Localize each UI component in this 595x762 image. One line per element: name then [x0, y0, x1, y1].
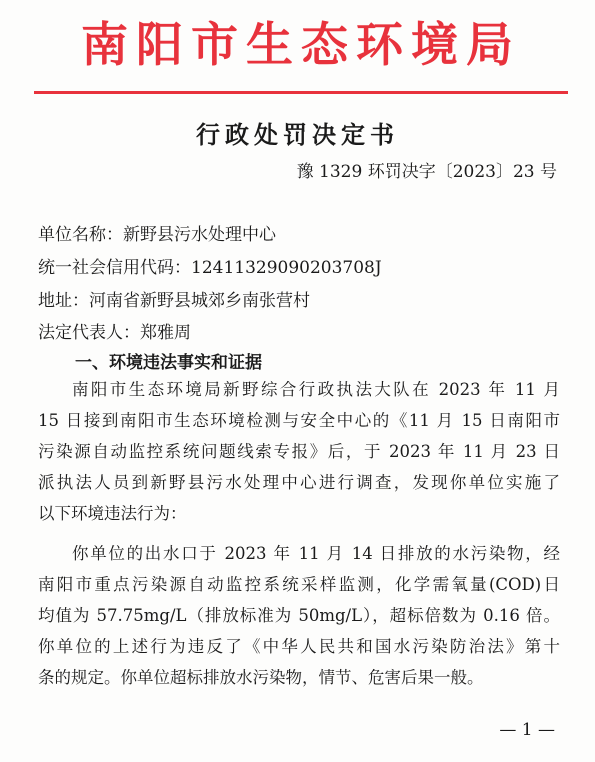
- unit-name: 单位名称：新野县污水处理中心: [38, 225, 276, 245]
- paragraph-line: 你单位的出水口于 2023 年 11 月 14 日排放的水污染物，经: [72, 544, 560, 563]
- address: 地址：河南省新野县城郊乡南张营村: [38, 291, 310, 311]
- paragraph-line: 均值为 57.75mg/L（排放标准为 50mg/L），超标倍数为 0.16 倍。: [38, 606, 560, 625]
- page-number: — 1 —: [499, 720, 555, 740]
- paragraph-line: 你单位的上述行为违反了《中华人民共和国水污染防治法》第十: [38, 637, 560, 656]
- red-separator-line: [34, 91, 568, 94]
- legal-representative: 法定代表人：郑雅周: [38, 323, 191, 343]
- paragraph-line: 南阳市生态环境局新野综合行政执法大队在 2023 年 11 月: [72, 380, 560, 399]
- paragraph-line: 以下环境违法行为：: [38, 504, 187, 523]
- paragraph-facts: [38, 374, 560, 529]
- paragraph-line: 15 日接到南阳市生态环境检测与安全中心的《11 月 15 日南阳市: [38, 411, 560, 430]
- document-number: 豫 1329 环罚决字〔2023〕23 号: [296, 162, 557, 182]
- paragraph-line: 南阳市重点污染源自动监控系统采样监测，化学需氧量(COD)日: [38, 575, 560, 594]
- section-heading: 一、环境违法事实和证据: [75, 353, 262, 373]
- paragraph-line: 派执法人员到新野县污水处理中心进行调查，发现你单位实施了: [38, 473, 560, 492]
- paragraph-violation: [38, 538, 560, 693]
- issuing-authority-header: 南阳市生态环境局: [81, 18, 521, 73]
- paragraph-line: 条的规定。你单位超标排放水污染物，情节、危害后果一般。: [38, 668, 484, 687]
- document-title: 行政处罚决定书: [196, 121, 399, 149]
- paragraph-line: 污染源自动监控系统问题线索专报》后，于 2023 年 11 月 23 日: [38, 442, 560, 461]
- credit-code: 统一社会信用代码：12411329090203708J: [38, 258, 382, 278]
